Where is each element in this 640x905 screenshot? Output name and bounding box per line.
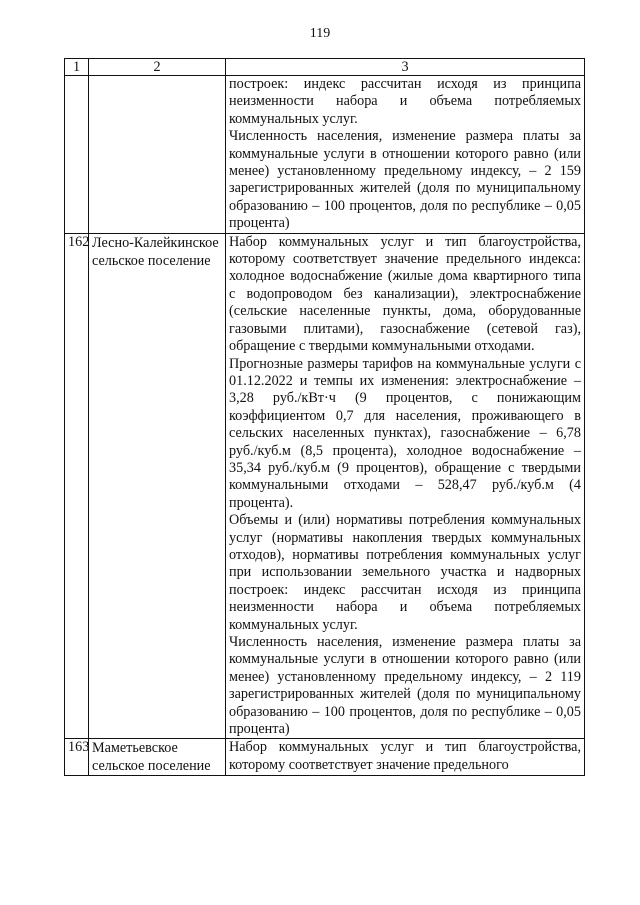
row-number: 162 (65, 233, 89, 739)
column-header-3: 3 (226, 59, 585, 76)
table-row (65, 76, 585, 234)
tariff-table (64, 58, 585, 776)
paragraph: Прогнозные размеры тарифов на коммунальные услуги с 01.12.2022 и темпы их изменения: электроснабжение – 3,28 руб./кВт·ч (9 процентов, с понижающим коэффициентом 0,7 для населения, проживающего в сельских населенных пунктах), газоснабжение – 6,78 руб./куб.м (8,5 процента), холодное водоснабжение – 35,34 руб./куб.м (9 процентов), обращение с твердыми коммунальными отходами – 528,47 руб./куб.м (4 процента). (229, 355, 581, 511)
paragraph: Численность населения, изменение размера платы за коммунальные услуги в отношении которого равно (или менее) установленному предельному индексу, – 2 159 зарегистрированных жителей (доля по муниципальному образованию – 100 процентов, доля по республике – 0,05 процента) (229, 128, 581, 232)
row-number (65, 76, 89, 234)
row-description (226, 739, 585, 776)
table-row (65, 739, 585, 776)
column-header-1: 1 (65, 59, 89, 76)
municipality-name: Лесно-Калейкинское сельское поселение (89, 233, 226, 739)
municipality-name (89, 76, 226, 234)
column-header-2: 2 (89, 59, 226, 76)
paragraph: Набор коммунальных услуг и тип благоустройства, которому соответствует значение предельного (229, 739, 581, 773)
municipality-name: Маметьевское сельское поселение (89, 739, 226, 776)
row-number: 163 (65, 739, 89, 776)
table-header-row (65, 59, 585, 76)
table-row (65, 233, 585, 739)
row-description (226, 233, 585, 739)
paragraph: Численность населения, изменение размера платы за коммунальные услуги в отношении которого равно (или менее) установленному предельному индексу, – 2 119 зарегистрированных жителей (доля по муниципальному образованию – 100 процентов, доля по республике – 0,05 процента) (229, 634, 581, 738)
paragraph: Объемы и (или) нормативы потребления коммунальных услуг (нормативы накопления твердых коммунальных отходов), нормативы потребления коммунальных услуг при использовании земельного участка и надворных построек: индекс рассчитан исходя из принципа неизменности набора и объема потребляемых коммунальных услуг. (229, 512, 581, 633)
paragraph: Набор коммунальных услуг и тип благоустройства, которому соответствует значение предельного индекса: холодное водоснабжение (жилые дома квартирного типа с водопроводом без канализации), электроснабжение (сельские населенные пункты, дома, оборудованные газовыми плитами), газоснабжение (сетевой газ), обращение с твердыми коммунальными отходами. (229, 233, 581, 355)
page-number: 119 (309, 26, 331, 41)
paragraph: построек: индекс рассчитан исходя из принципа неизменности набора и объема потребляемых коммунальных услуг. (229, 76, 581, 127)
row-description (226, 76, 585, 234)
